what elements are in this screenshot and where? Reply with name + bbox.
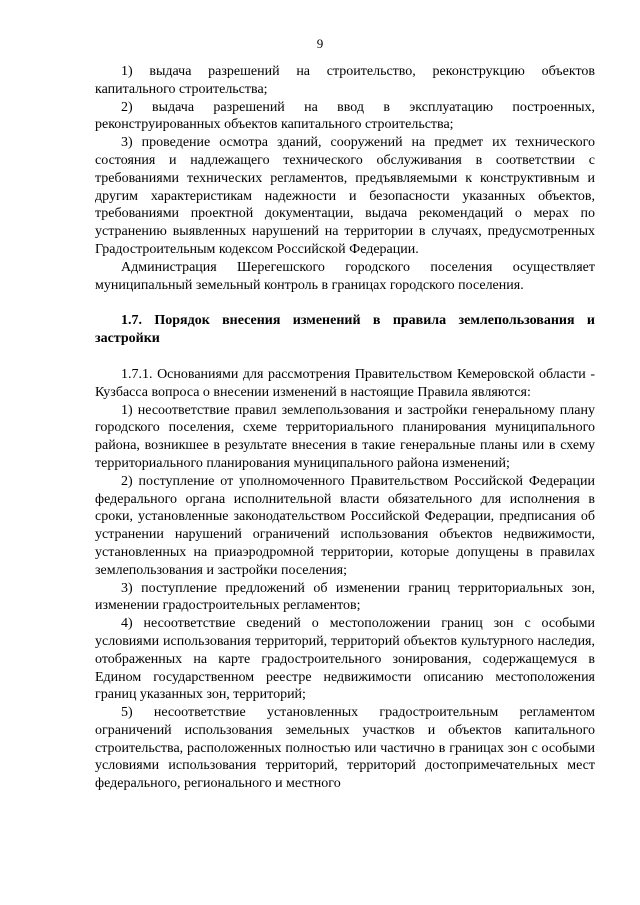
- paragraph-basis-2: 2) поступление от уполномоченного Правительством Российской Федерации федерального органа исполнительной власти обязательного для исполнения в сроки, установленные законодательством Российской Федерации, предписания об устранении нарушений ограничений использования объектов недвижимости, установленных на приаэродромной территории, которые допущены в правилах землепользования и застройки поселения;: [95, 473, 595, 578]
- paragraph-item-2: 2) выдача разрешений на ввод в эксплуатацию построенных, реконструированных объектов капитального строительства;: [95, 99, 595, 133]
- section-heading: 1.7. Порядок внесения изменений в правила землепользования и застройки: [95, 313, 595, 347]
- paragraph-basis-1: 1) несоответствие правил землепользования и застройки генеральному плану городского поселения, схеме территориального планирования муниципального района, возникшее в результате внесения в такие генеральные планы или в схему территориального планирования муниципального района изменений;: [95, 402, 595, 471]
- paragraph-item-3: 3) проведение осмотра зданий, сооружений на предмет их технического состояния и надлежащего технического обслуживания в соответствии с требованиями технических регламентов, предъявляемыми к конструктивным и другим характеристикам надежности и безопасности указанных объектов, требованиями проектной документации, выдача рекомендаций о мерах по устранению выявленных нарушений на территории в случаях, предусмотренных Градостроительным кодексом Российской Федерации.: [95, 135, 595, 257]
- paragraph-basis-3: 3) поступление предложений об изменении границ территориальных зон, изменении градостроительных регламентов;: [95, 580, 595, 614]
- paragraph-1-7-1: 1.7.1. Основаниями для рассмотрения Правительством Кемеровской области - Кузбасса вопроса о внесении изменений в настоящие Правила являются:: [95, 366, 595, 400]
- paragraph-item-1: 1) выдача разрешений на строительство, реконструкцию объектов капитального строительства;: [95, 64, 595, 97]
- page-number: 9: [316, 36, 324, 51]
- paragraph-administration: Администрация Шерегешского городского поселения осуществляет муниципальный земельный контроль в границах городского поселения.: [95, 259, 595, 293]
- document-body: [95, 63, 595, 793]
- paragraph-basis-4: 4) несоответствие сведений о местоположении границ зон с особыми условиями использования территорий, территорий объектов культурного наследия, отображенных на карте градостроительного зонирования, содержащемуся в Едином государственном реестре недвижимости описанию местоположения границ указанных зон, территорий;: [95, 616, 595, 703]
- paragraph-basis-5: 5) несоответствие установленных градостроительным регламентом ограничений использования земельных участков и объектов капитального строительства, расположенных полностью или частично в границах зон с особыми условиями использования территорий, территорий достопримечательных мест федерального, регионального и местного: [95, 705, 595, 792]
